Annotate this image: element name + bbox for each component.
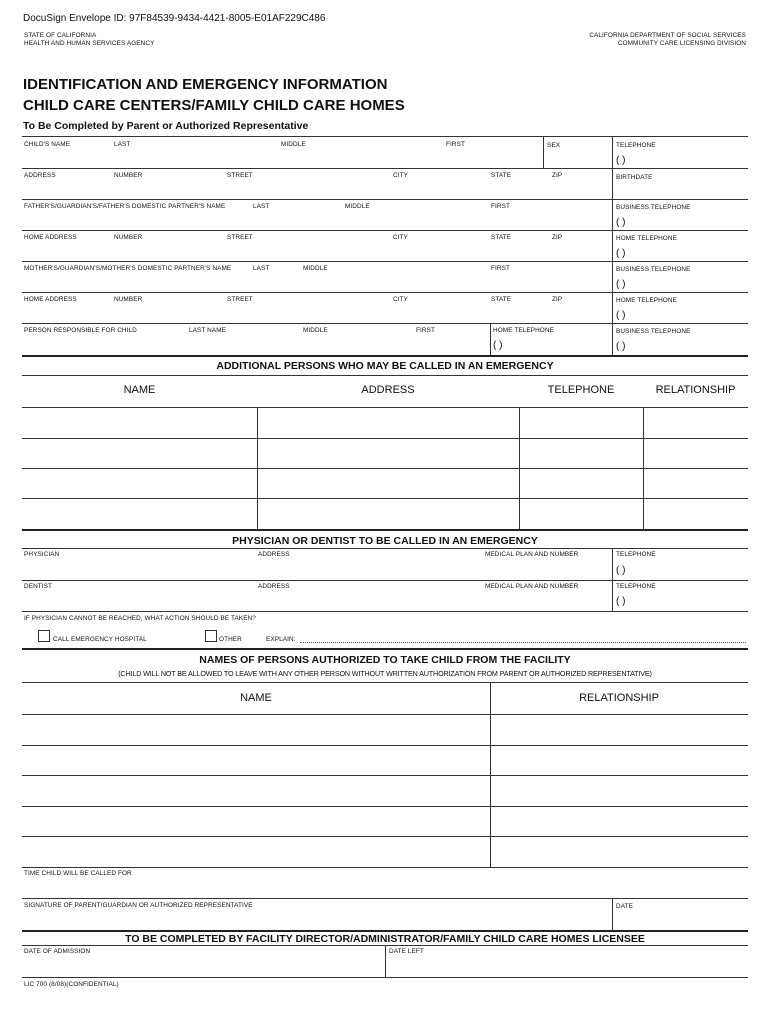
child-address-label: ADDRESS	[24, 172, 56, 179]
father-street-label: STREET	[227, 234, 253, 241]
rule	[22, 261, 748, 262]
additional-telephone-header: TELEPHONE	[547, 384, 615, 396]
other-action-checkbox[interactable]	[205, 630, 217, 642]
authorized-persons-note: (CHILD WILL NOT BE ALLOWED TO LEAVE WITH ANY OTHER PERSON WITHOUT WRITTEN AUTHORIZATION FROM PARENT OR AUTHORIZED REPRESENTATIVE)	[118, 669, 652, 678]
additional-person-row[interactable]	[22, 499, 748, 528]
dentist-medical-plan-label: MEDICAL PLAN AND NUMBER	[485, 583, 579, 590]
explain-line	[300, 642, 746, 643]
father-home-telephone-label: HOME TELEPHONE	[616, 235, 677, 242]
rule	[22, 580, 748, 581]
mother-home-address-label: HOME ADDRESS	[24, 296, 77, 303]
mother-zip-label: ZIP	[552, 296, 563, 303]
additional-address-header: ADDRESS	[361, 384, 415, 396]
dentist-field[interactable]	[24, 592, 610, 609]
physician-address-label: ADDRESS	[258, 551, 290, 558]
responsible-home-telephone-label: HOME TELEPHONE	[493, 327, 554, 334]
father-home-address-label: HOME ADDRESS	[24, 234, 77, 241]
other-action-label: OTHER	[219, 636, 242, 643]
rule	[22, 898, 748, 899]
rule	[22, 323, 748, 324]
father-home-telephone-area: ( )	[616, 248, 626, 259]
additional-person-row[interactable]	[22, 439, 748, 467]
explain-field[interactable]	[300, 630, 746, 642]
rule	[22, 930, 748, 932]
father-business-telephone-area: ( )	[616, 217, 626, 228]
child-sex-field[interactable]	[546, 150, 610, 166]
form-number-footer: LIC 700 (8/08)(CONFIDENTIAL)	[24, 981, 119, 988]
dentist-telephone-area: ( )	[616, 596, 626, 607]
additional-name-header: NAME	[123, 384, 156, 396]
form-subtitle: To Be Completed by Parent or Authorized Representative	[23, 120, 309, 132]
father-home-telephone-field[interactable]	[660, 245, 746, 259]
mother-home-telephone-field[interactable]	[660, 307, 746, 321]
father-last-label: LAST	[253, 203, 270, 210]
responsible-person-label: PERSON RESPONSIBLE FOR CHILD	[24, 327, 137, 334]
signature-label: SIGNATURE OF PARENT/GUARDIAN OR AUTHORIZED REPRESENTATIVE	[24, 902, 253, 909]
rule	[22, 648, 748, 650]
responsible-business-telephone-field[interactable]	[660, 338, 746, 352]
authorized-person-row[interactable]	[22, 776, 748, 805]
physician-label: PHYSICIAN	[24, 551, 60, 558]
call-emergency-hospital-checkbox[interactable]	[38, 630, 50, 642]
mother-state-label: STATE	[491, 296, 512, 303]
father-name-label: FATHER'S/GUARDIAN'S/FATHER'S DOMESTIC PARTNER'S NAME	[24, 203, 226, 210]
signature-field[interactable]	[24, 911, 610, 929]
mother-home-address-field[interactable]	[24, 305, 610, 321]
child-middle-label: MIDDLE	[281, 141, 306, 148]
additional-person-row[interactable]	[22, 469, 748, 497]
child-birthdate-label: BIRTHDATE	[616, 174, 653, 181]
divider	[490, 323, 491, 355]
mother-name-label: MOTHER'S/GUARDIAN'S/MOTHER'S DOMESTIC PARTNER'S NAME	[24, 265, 232, 272]
child-telephone-label: TELEPHONE	[616, 142, 656, 149]
father-zip-label: ZIP	[552, 234, 563, 241]
mother-home-telephone-label: HOME TELEPHONE	[616, 297, 677, 304]
dentist-label: DENTIST	[24, 583, 53, 590]
authorized-name-header: NAME	[240, 692, 272, 704]
physician-telephone-field[interactable]	[660, 562, 746, 578]
mother-business-telephone-area: ( )	[616, 279, 626, 290]
authorized-person-row[interactable]	[22, 746, 748, 774]
rule	[22, 230, 748, 231]
father-name-field[interactable]	[24, 212, 610, 228]
additional-persons-heading: ADDITIONAL PERSONS WHO MAY BE CALLED IN AN EMERGENCY	[216, 360, 554, 372]
father-first-label: FIRST	[491, 203, 510, 210]
rule	[22, 168, 748, 169]
father-business-telephone-field[interactable]	[660, 214, 746, 228]
divider	[612, 548, 613, 611]
rule	[22, 867, 748, 868]
responsible-business-telephone-area: ( )	[616, 341, 626, 352]
mother-city-label: CITY	[393, 296, 408, 303]
facility-heading: TO BE COMPLETED BY FACILITY DIRECTOR/ADMINISTRATOR/FAMILY CHILD CARE HOMES LICENSEE	[125, 933, 645, 945]
mother-number-label: NUMBER	[114, 296, 143, 303]
divider	[543, 136, 544, 168]
childs-name-label: CHILD'S NAME	[24, 141, 71, 148]
mother-middle-label: MIDDLE	[303, 265, 328, 272]
child-city-label: CITY	[393, 172, 408, 179]
responsible-middle-label: MIDDLE	[303, 327, 328, 334]
rule	[22, 529, 748, 531]
mother-business-telephone-label: BUSINESS TELEPHONE	[616, 266, 691, 273]
call-emergency-hospital-label: CALL EMERGENCY HOSPITAL	[53, 636, 147, 643]
child-first-label: FIRST	[446, 141, 465, 148]
time-called-label: TIME CHILD WILL BE CALLED FOR	[24, 870, 132, 877]
father-state-label: STATE	[491, 234, 512, 241]
agency-label: HEALTH AND HUMAN SERVICES AGENCY	[24, 40, 155, 47]
date-left-field[interactable]	[389, 957, 746, 976]
signature-date-field[interactable]	[616, 912, 746, 929]
rule	[22, 136, 748, 137]
child-zip-label: ZIP	[552, 172, 563, 179]
physician-field[interactable]	[24, 560, 610, 578]
authorized-persons-heading: NAMES OF PERSONS AUTHORIZED TO TAKE CHILD FROM THE FACILITY	[199, 654, 571, 666]
physician-medical-plan-label: MEDICAL PLAN AND NUMBER	[485, 551, 579, 558]
explain-label: EXPLAIN:	[266, 636, 296, 643]
rule	[22, 375, 748, 376]
dentist-telephone-field[interactable]	[660, 594, 746, 609]
form-title-line2: CHILD CARE CENTERS/FAMILY CHILD CARE HOMES	[23, 97, 405, 114]
mother-name-field[interactable]	[24, 274, 610, 290]
division-label: COMMUNITY CARE LICENSING DIVISION	[617, 40, 746, 47]
form-title-line1: IDENTIFICATION AND EMERGENCY INFORMATION	[23, 76, 388, 93]
physician-telephone-label: TELEPHONE	[616, 551, 656, 558]
child-address-field[interactable]	[24, 181, 610, 197]
mother-business-telephone-field[interactable]	[660, 276, 746, 290]
rule	[22, 355, 748, 357]
divider	[612, 136, 613, 355]
mother-street-label: STREET	[227, 296, 253, 303]
divider	[385, 945, 386, 977]
father-home-address-field[interactable]	[24, 243, 610, 259]
physician-heading: PHYSICIAN OR DENTIST TO BE CALLED IN AN EMERGENCY	[232, 535, 538, 547]
child-telephone-field[interactable]	[660, 152, 746, 166]
mother-first-label: FIRST	[491, 265, 510, 272]
dentist-address-label: ADDRESS	[258, 583, 290, 590]
responsible-business-telephone-label: BUSINESS TELEPHONE	[616, 328, 691, 335]
additional-person-row[interactable]	[22, 408, 748, 437]
if-physician-unreachable-label: IF PHYSICIAN CANNOT BE REACHED, WHAT ACTION SHOULD BE TAKEN?	[24, 615, 256, 622]
date-of-admission-field[interactable]	[24, 957, 382, 976]
authorized-person-row[interactable]	[22, 807, 748, 835]
father-city-label: CITY	[393, 234, 408, 241]
date-of-admission-label: DATE OF ADMISSION	[24, 948, 91, 955]
rule	[22, 611, 748, 612]
authorized-person-row[interactable]	[22, 837, 748, 866]
rule	[22, 199, 748, 200]
time-called-field[interactable]	[24, 879, 746, 897]
department-label: CALIFORNIA DEPARTMENT OF SOCIAL SERVICES	[589, 32, 746, 39]
mother-last-label: LAST	[253, 265, 270, 272]
physician-telephone-area: ( )	[616, 565, 626, 576]
signature-date-label: DATE	[616, 903, 633, 910]
child-name-field[interactable]	[24, 150, 539, 166]
authorized-person-row[interactable]	[22, 715, 748, 744]
divider	[612, 898, 613, 930]
dentist-telephone-label: TELEPHONE	[616, 583, 656, 590]
child-state-label: STATE	[491, 172, 512, 179]
responsible-first-label: FIRST	[416, 327, 435, 334]
state-label: STATE OF CALIFORNIA	[24, 32, 97, 39]
rule	[22, 548, 748, 549]
father-number-label: NUMBER	[114, 234, 143, 241]
authorized-relationship-header: RELATIONSHIP	[579, 692, 659, 704]
rule	[22, 292, 748, 293]
father-middle-label: MIDDLE	[345, 203, 370, 210]
date-left-label: DATE LEFT	[389, 948, 424, 955]
responsible-home-telephone-field[interactable]	[538, 338, 610, 352]
child-sex-label: SEX	[547, 142, 561, 149]
additional-relationship-header: RELATIONSHIP	[655, 384, 736, 396]
responsible-home-telephone-area: ( )	[493, 340, 503, 351]
child-number-label: NUMBER	[114, 172, 143, 179]
child-street-label: STREET	[227, 172, 253, 179]
child-birthdate-field[interactable]	[616, 183, 746, 197]
mother-home-telephone-area: ( )	[616, 310, 626, 321]
rule	[22, 977, 748, 978]
responsible-name-field[interactable]	[24, 336, 488, 352]
envelope-id: DocuSign Envelope ID: 97F84539-9434-4421-8005-E01AF229C486	[23, 13, 326, 24]
responsible-last-name-label: LAST NAME	[189, 327, 227, 334]
father-business-telephone-label: BUSINESS TELEPHONE	[616, 204, 691, 211]
child-last-label: LAST	[114, 141, 131, 148]
child-telephone-area: ( )	[616, 155, 626, 166]
rule	[22, 682, 748, 683]
